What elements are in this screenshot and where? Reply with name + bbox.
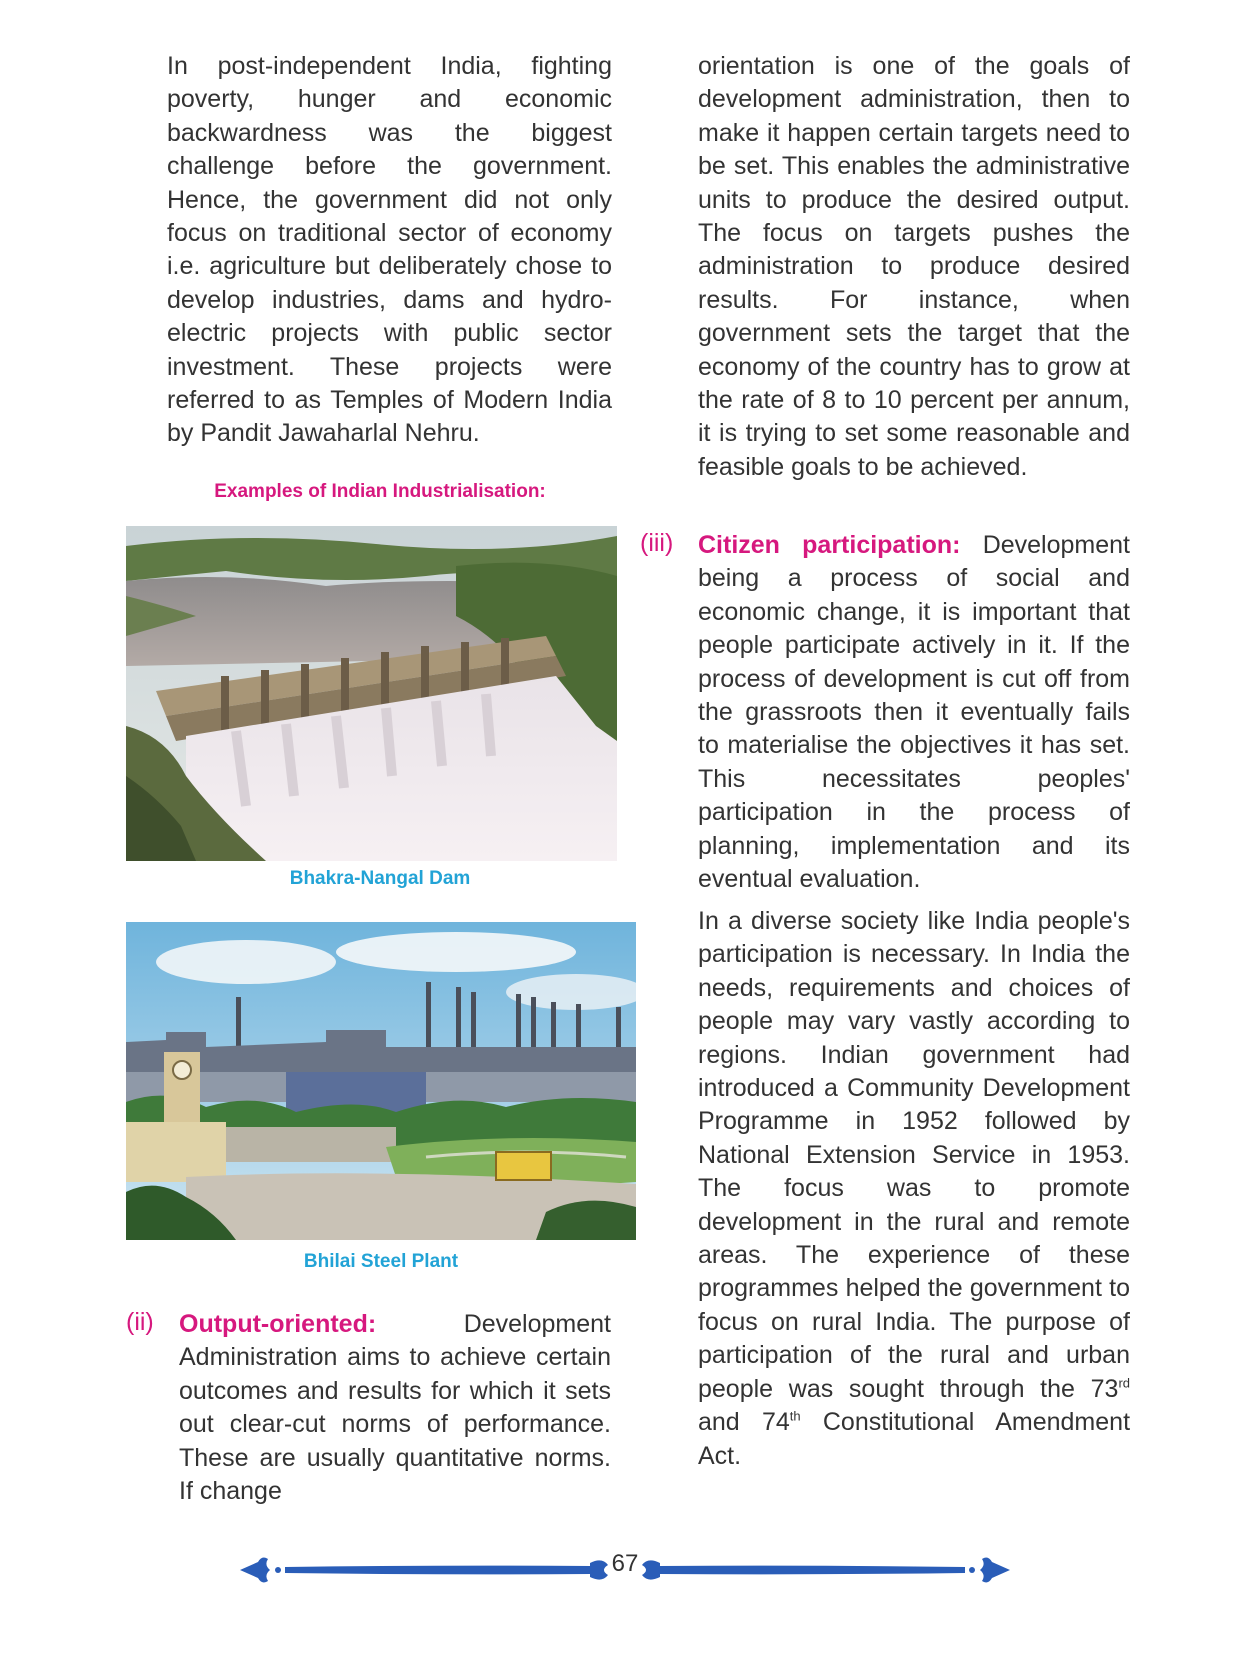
item-2-number: (ii) bbox=[126, 1308, 154, 1336]
ordinal-th: th bbox=[789, 1408, 801, 1424]
participation-block bbox=[698, 905, 1130, 1473]
participation-text-3: Constitutional Amendment Act. bbox=[698, 1408, 1131, 1470]
right-column bbox=[698, 50, 1130, 484]
item-3-block bbox=[698, 529, 1130, 896]
dam-caption: Bhakra-Nangal Dam bbox=[289, 868, 471, 889]
item-3-paragraph bbox=[698, 529, 1130, 896]
page-number: 67 bbox=[611, 1550, 639, 1577]
item-2-title: Output-oriented: bbox=[179, 1310, 377, 1338]
intro-paragraph: In post-independent India, fighting poverty, hunger and economic backwardness was the biggest challenge before the government. Hence, the government did not only focus on traditional sector of economy i.e. agriculture but deliberately chose to develop industries, dams and hydro-electric projects with public sector investment. These projects were referred to as Temples of Modern India by Pandit Jawaharlal Nehru. bbox=[167, 52, 612, 448]
item-2-block bbox=[179, 1308, 611, 1508]
examples-heading: Examples of Indian Industrialisation: bbox=[214, 481, 546, 502]
item-2-paragraph bbox=[179, 1308, 611, 1508]
dam-photo bbox=[126, 526, 617, 861]
steel-plant-caption: Bhilai Steel Plant bbox=[303, 1251, 459, 1272]
left-column bbox=[167, 50, 612, 451]
participation-paragraph bbox=[698, 905, 1130, 1473]
participation-text-2: and 74 bbox=[698, 1408, 790, 1437]
ordinal-rd: rd bbox=[1118, 1375, 1130, 1391]
item-2-text: Development Administration aims to achieve certain outcomes and results for which it sets out clear-cut norms of performance. These are usually quantitative norms. If change bbox=[179, 1310, 611, 1506]
item-3-text: Development being a process of social and economic change, it is important that people participate actively in it. If the process of development is cut off from the grassroots then it eventually fails to materialise the objectives it has set. This necessitates peoples' participation in the process of planning, implementation and its eventual evaluation. bbox=[698, 531, 1130, 894]
continued-paragraph: orientation is one of the goals of development administration, then to make it happen certain targets need to be set. This enables the administrative units to produce the desired output. The focus on targets pushes the administration to produce desired results. For instance, when government sets the target that the economy of the country has to grow at the rate of 8 to 10 percent per annum, it is trying to set some reasonable and feasible goals to be achieved. bbox=[698, 52, 1130, 481]
participation-text-1: In a diverse society like India people's participation is necessary. In India the needs, requirements and choices of people may vary vastly according to regions. Indian government had introduced a Community Development Programme in 1952 followed by National Extension Service in 1953. The focus was to promote development in the rural and remote areas. The experience of these programmes helped the government to focus on rural India. The purpose of participation of the rural and urban people was sought through the 73 bbox=[698, 907, 1130, 1403]
item-3-number: (iii) bbox=[640, 529, 674, 557]
steel-plant-photo bbox=[126, 922, 636, 1240]
item-3-title: Citizen participation: bbox=[698, 531, 961, 559]
